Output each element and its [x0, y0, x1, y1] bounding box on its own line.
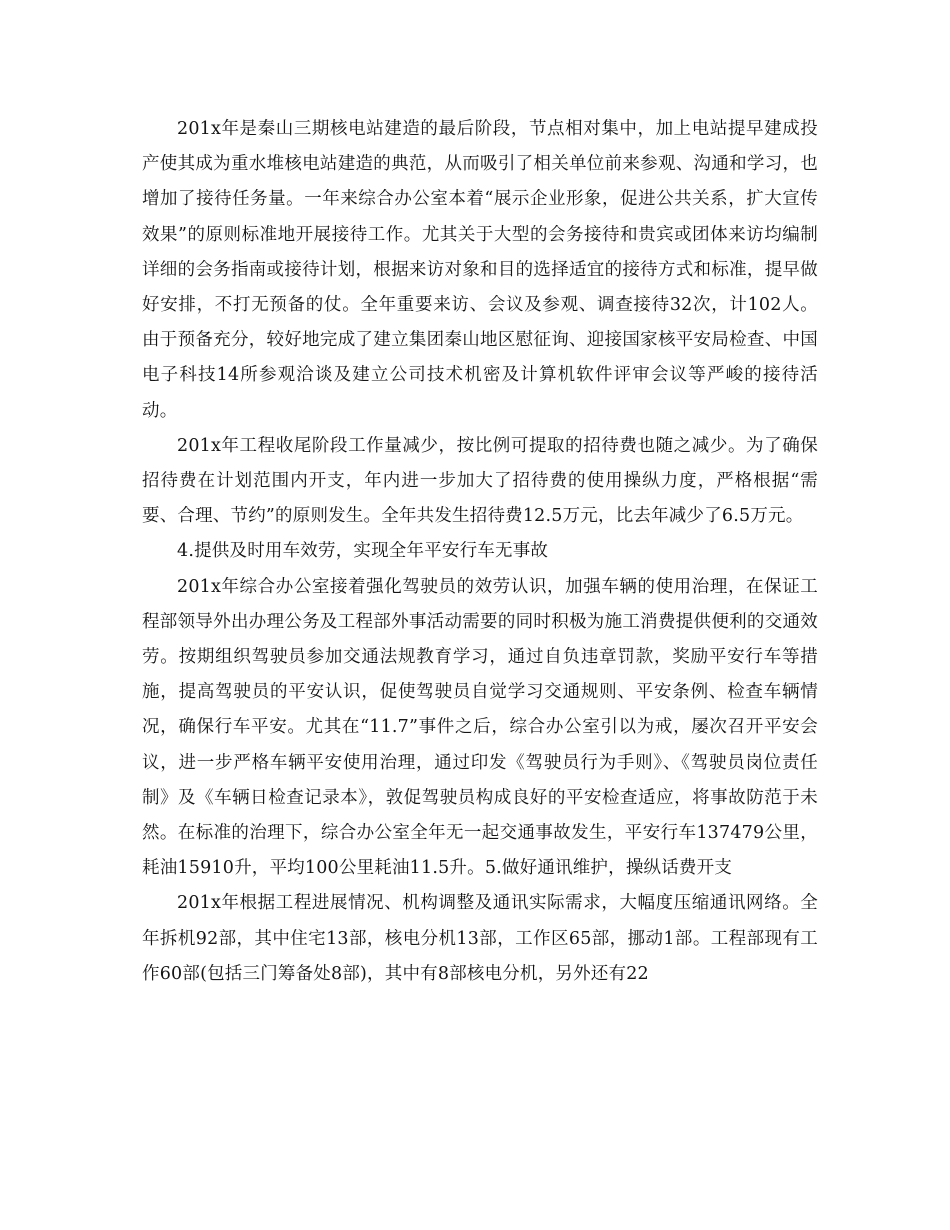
paragraph-vehicle-safety: 201x年综合办公室接着强化驾驶员的效劳认识，加强车辆的使用治理，在保证工程部领导外出办理公务及工程部外事活动需要的同时积极为施工消费提供便利的交通效劳。按期组织驾驶员参加交通法规教育学习，通过自负违章罚款，奖励平安行车等措施，提高驾驶员的平安认识，促使驾驶员自觉学习交通规则、平安条例、检查车辆情况，确保行车平安。尤其在“11.7”事件之后，综合办公室引以为戒，屡次召开平安会议，进一步严格车辆平安使用治理，通过印发《驾驶员行为手则》、《驾驶员岗位责任制》及《车辆日检查记录本》，敦促驾驶员构成良好的平安检查适应，将事故防范于未然。在标准的治理下，综合办公室全年无一起交通事故发生，平安行车137479公里，耗油15910升，平均100公里耗油11.5升。5.做好通讯维护，操纵话费开支 — [142, 576, 818, 879]
document-body — [142, 112, 818, 992]
paragraph-reception: 201x年是秦山三期核电站建造的最后阶段，节点相对集中，加上电站提早建成投产使其成为重水堆核电站建造的典范，从而吸引了相关单位前来参观、沟通和学习，也增加了接待任务量。一年来综合办公室本着“展示企业形象，促进公共关系，扩大宣传效果”的原则标准地开展接待工作。尤其关于大型的会务接待和贵宾或团体来访均编制详细的会务指南或接待计划，根据来访对象和目的选择适宜的接待方式和标准，提早做好安排，不打无预备的仗。全年重要来访、会议及参观、调查接待32次，计102人。由于预备充分，较好地完成了建立集团秦山地区慰征询、迎接国家核平安局检查、中国电子科技14所参观洽谈及建立公司技术机密及计算机软件评审会议等严峻的接待活动。 — [142, 119, 818, 421]
paragraph-communications: 201x年根据工程进展情况、机构调整及通讯实际需求，大幅度压缩通讯网络。全年拆机92部，其中住宅13部，核电分机13部，工作区65部，挪动1部。工程部现有工作60部(包括三门筹备处8部)，其中有8部核电分机，另外还有22 — [142, 893, 818, 984]
section-heading-vehicle-service: 4.提供及时用车效劳，实现全年平安行车无事故 — [177, 541, 549, 562]
paragraph-hospitality-expense: 201x年工程收尾阶段工作量减少，按比例可提取的招待费也随之减少。为了确保招待费在计划范围内开支，年内进一步加大了招待费的使用操纵力度，严格根据“需要、合理、节约”的原则发生。全年共发生招待费12.5万元，比去年减少了6.5万元。 — [142, 435, 818, 527]
